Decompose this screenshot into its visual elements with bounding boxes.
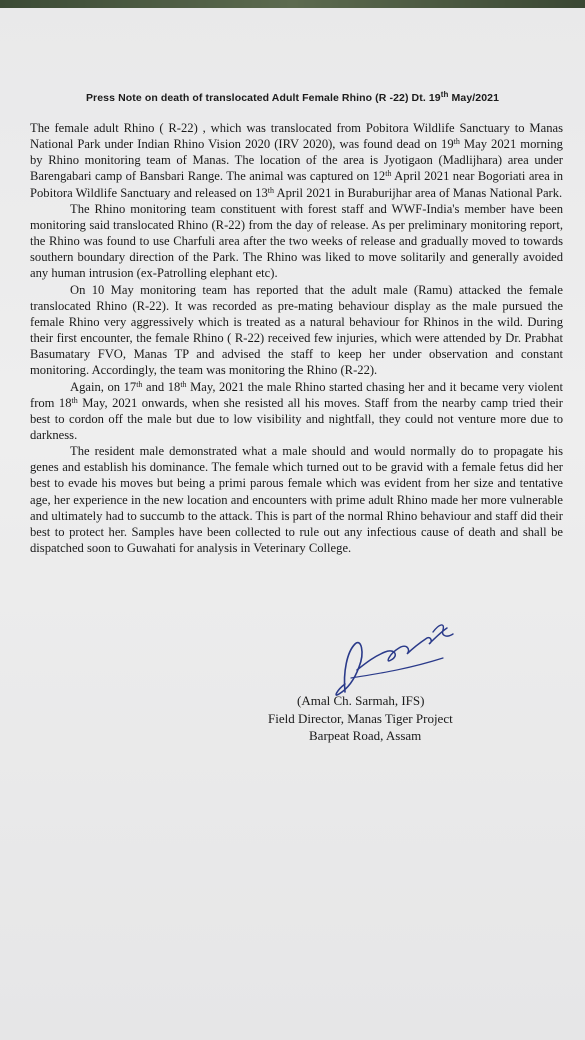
paragraph-2: The Rhino monitoring team constituent with forest staff and WWF-India's member have been monitoring said translocated Rhino (R-22) from the day of release. As per preliminary monitoring report, the Rhino was found to use Charfuli area after the two weeks of release and gradually moved to towards southern boundary direction of the Park. The Rhino was liked to move solitarily and generally avoided any human intrusion (ex-Patrolling elephant etc). [30,201,563,281]
paragraph-5: The resident male demonstrated what a male should and would normally do to propagate his genes and establish his dominance. The female which turned out to be gravid with a female fetus did her best to evade his moves but being a primi parous female which was evident from her size and tentative age, her experience in the new location and encounters with prime adult Rhino made her more vulnerable and ultimately had to succumb to the attack. This is part of the normal Rhino behaviour and staff did their best to protect her. Samples have been collected to rule out any infectious cause of death and shall be dispatched soon to Guwahati for analysis in Veterinary College. [30,444,563,556]
signatory-name: (Amal Ch. Sarmah, IFS) [297,693,425,708]
press-note-body [30,120,563,556]
paragraph-1: The female adult Rhino ( R-22) , which was translocated from Pobitora Wildlife Sanctuary to Manas National Park under Indian Rhino Vision 2020 (IRV 2020), was found dead on 19th May 2021 morning by Rhino monitoring team of Manas. The location of the area is Jyotigaon (Madlijhara) area under Barengabari camp of Bansbari Range. The animal was captured on 12th April 2021 near Bogoriati area in Pobitora Wildlife Sanctuary and released on 13th April 2021 in Buraburijhar area of Manas National Park. [30,121,563,200]
press-note-title: Press Note on death of translocated Adult Female Rhino (R -22) Dt. 19th May/2021 [85,90,500,104]
signatory-designation: Field Director, Manas Tiger Project [268,710,453,726]
signature-block [264,692,494,745]
paragraph-4: Again, on 17th and 18th May, 2021 the male Rhino started chasing her and it became very violent from 18th May, 2021 onwards, when she resisted all his moves. Staff from the nearby camp tried their best to cordon off the male but due to low visibility and nightfall, they could not venture more due to darkness. [30,379,563,442]
paragraph-3: On 10 May monitoring team has reported that the adult male (Ramu) attacked the female translocated Rhino (R-22). It was recorded as pre-mating behaviour display as the male pursued the female Rhino very aggressively which is treated as a natural behaviour for Rhinos in the wild. During their first encounter, the female Rhino ( R-22) received few injuries, which were attended by Dr. Prabhat Basumatary FVO, Manas TP and advised the staff to keep her under observation and constant monitoring. Accordingly, the team was monitoring the Rhino (R-22). [30,282,563,378]
background-strip [0,0,585,8]
signatory-address: Barpeat Road, Assam [309,728,422,743]
